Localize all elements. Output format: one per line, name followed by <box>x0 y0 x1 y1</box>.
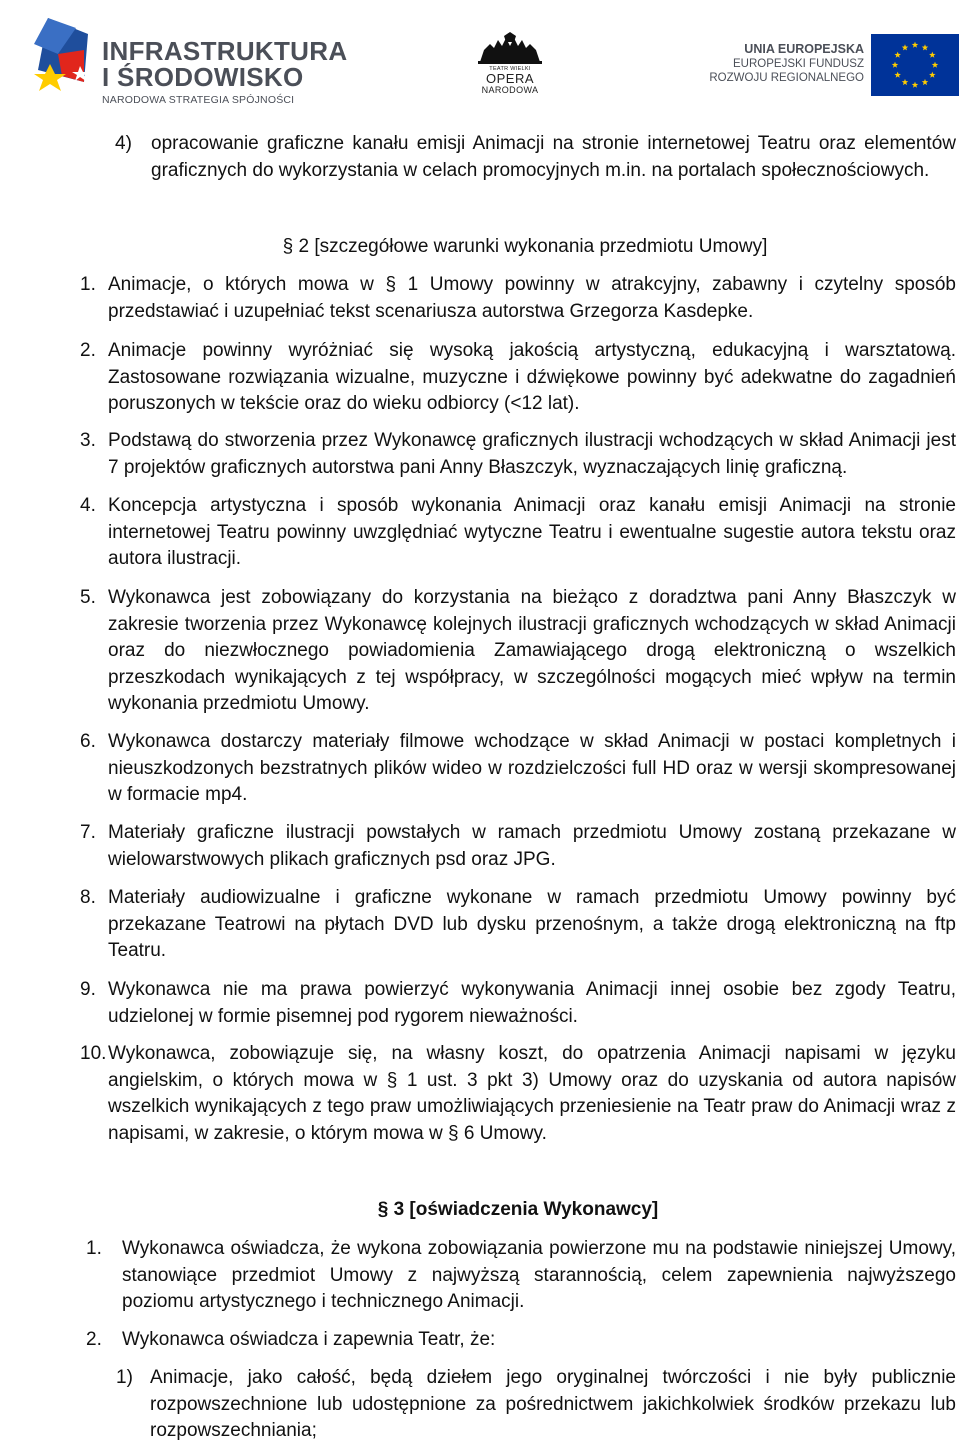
list-item <box>80 585 956 718</box>
eu-line-3: ROZWOJU REGIONALNEGO <box>709 72 864 84</box>
item-number: 2. <box>86 1329 102 1350</box>
infrastruktura-logo <box>28 14 348 110</box>
item-text: Wykonawca oświadcza i zapewnia Teatr, że: <box>122 1329 496 1350</box>
section-3-heading: § 3 [oświadczenia Wykonawcy] <box>377 1199 659 1220</box>
list-item <box>80 885 956 965</box>
logo-title-line2: I ŚRODOWISKO <box>102 62 304 92</box>
item-text: Koncepcja artystyczna i sposób wykonania Animacji oraz kanału emisji Animacji na stronie internetowej Teatru powinny uwzględniać wytyczne Teatru i ewentualne sugestie autora tekstu oraz autora ilustracji. <box>108 495 956 569</box>
item-number: 3. <box>80 430 96 451</box>
item-text: Wykonawca nie ma prawa powierzyć wykonywania Animacji innej osobie bez zgody Teatru, udzielonej w formie pisemnej pod rygorem nieważności. <box>108 979 956 1027</box>
item-text: Animacje powinny wyróżniać się wysoką jakością artystyczną, edukacyjną i warsztatową. Zastosowane rozwiązania wizualne, muzyczne i dźwiękowe powinny być adekwatne do zagadnień poruszonych w tekście oraz do wieku odbiorcy (<12 lat). <box>108 340 956 414</box>
opera-logo <box>470 32 550 100</box>
item-number: 6. <box>80 731 96 752</box>
section-2-heading: § 2 [szczegółowe warunki wykonania przedmiotu Umowy] <box>282 236 768 257</box>
eu-line-2: EUROPEJSKI FUNDUSZ <box>733 58 864 70</box>
infrastruktura-logo-text <box>102 36 348 106</box>
item-number: 1. <box>86 1238 102 1259</box>
eu-line-1: UNIA EUROPEJSKA <box>744 42 864 56</box>
list-item <box>86 1327 956 1354</box>
item-number: 1) <box>116 1367 133 1388</box>
opera-logo-big: OPERA <box>485 71 534 86</box>
quadriga-icon <box>474 32 546 66</box>
list-item <box>80 338 956 418</box>
item-text: Animacje, o których mowa w § 1 Umowy powinny w atrakcyjny, zabawny i czytelny sposób przedstawiać i uzupełniać tekst scenariusza autorstwa Grzegorza Kasdepke. <box>108 274 956 322</box>
list-item <box>86 1236 956 1316</box>
item-number: 4) <box>115 133 132 154</box>
list-item <box>80 428 956 481</box>
item-text: Wykonawca dostarczy materiały filmowe wchodzące w skład Animacji w postaci kompletnych i nieuszkodzonych bezstratnych plików wideo w rozdzielczości full HD oraz w wersji skompresowanej w formacie mp4. <box>108 731 956 805</box>
item-number: 2. <box>80 340 96 361</box>
list-item <box>80 729 956 809</box>
header-logos <box>0 0 960 118</box>
item-number: 4. <box>80 495 96 516</box>
item-text: Wykonawca oświadcza, że wykona zobowiązania powierzone mu na podstawie niniejszej Umowy, stanowiące przedmiot Umowy z najwyższą starannością, celem zapewnienia najwyższego poziomu artystycznego i technicznego Animacji. <box>122 1238 956 1312</box>
item-number: 8. <box>80 887 96 908</box>
list-item <box>80 820 956 873</box>
infrastruktura-mark-icon <box>28 14 98 106</box>
logo-title-line1: INFRASTRUKTURA <box>102 36 348 66</box>
list-item <box>80 493 956 573</box>
item-number: 7. <box>80 822 96 843</box>
list-sub-item <box>116 1365 956 1445</box>
eu-logo <box>708 34 958 100</box>
list-item <box>80 977 956 1030</box>
list-item <box>80 272 956 325</box>
item-text: Materiały graficzne ilustracji powstałych w ramach przedmiotu Umowy zostaną przekazane w wielowarstwowych plikach graficznych psd oraz JPG. <box>108 822 956 870</box>
item-text: Wykonawca, zobowiązuje się, na własny koszt, do opatrzenia Animacji napisami w języku angielskim, o których mowa w § 1 ust. 3 pkt 3) Umowy oraz do uzyskania od autora napisów wszelkich wynikających z tego praw umożliwiających przeniesienie na Teatr praw do Animacji wraz z napisami, w zakresie, o którym mowa w § 6 Umowy. <box>108 1043 956 1144</box>
item-number: 9. <box>80 979 96 1000</box>
item-text: Wykonawca jest zobowiązany do korzystania na bieżąco z doradztwa pani Anny Błaszczyk w zakresie tworzenia przez Wykonawcę kolejnych ilustracji graficznych wchodzących w skład Animacji oraz do niezwłocznego powiadomienia Zamawiającego drogą elektroniczną o wszelkich przeszkodach wynikających z tej współpracy, w szczególności mogących mieć wpływ na termin wykonania przedmiotu Umowy. <box>108 587 956 714</box>
item-text: Animacje, jako całość, będą dziełem jego oryginalnej twórczości i nie były publicznie rozpowszechnione lub udostępnione za pośrednictwem jakichkolwiek środków przekazu lub rozpowszechniania; <box>150 1367 956 1441</box>
opera-logo-sub: NARODOWA <box>481 85 539 95</box>
list-item <box>115 131 956 184</box>
item-text: opracowanie graficzne kanału emisji Animacji na stronie internetowej Teatru oraz elementów graficznych do wykorzystania w celach promocyjnych m.in. na portalach społecznościowych. <box>151 133 956 181</box>
opera-logo-small: TEATR WIELKI <box>489 66 531 72</box>
item-number: 1. <box>80 274 96 295</box>
item-text: Podstawą do stworzenia przez Wykonawcę graficznych ilustracji wchodzących w skład Animacji jest 7 projektów graficznych autorstwa pani Anny Błaszczyk, wyznaczających linię graficzną. <box>108 430 956 478</box>
eu-flag-icon <box>871 34 959 96</box>
item-number: 5. <box>80 587 96 608</box>
list-item <box>80 1041 956 1147</box>
item-text: Materiały audiowizualne i graficzne wykonane w ramach przedmiotu Umowy powinny być przekazane Teatrowi na płytach DVD lub dysku przenośnym, a także drogą elektroniczną na ftp Teatru. <box>108 887 956 961</box>
logo-subtitle: NARODOWA STRATEGIA SPÓJNOŚCI <box>102 94 295 106</box>
item-number: 10. <box>80 1043 107 1064</box>
eu-logo-text <box>708 42 864 85</box>
